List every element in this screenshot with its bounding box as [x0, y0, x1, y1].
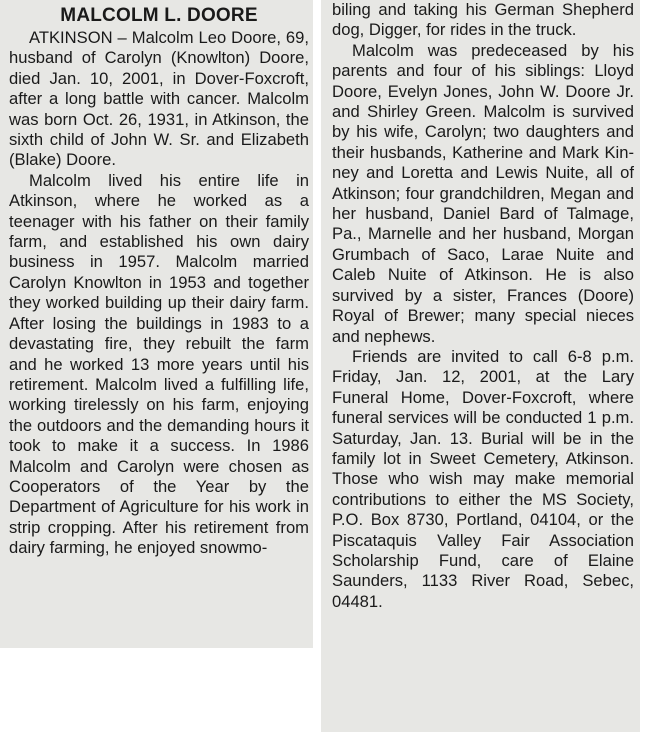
paragraph-survivors: Malcolm was predeceased by his parents and four of his siblings: Lloyd Doore, Evelyn Jones, John W. Doore Jr. and Shirley Green. Malcolm is survived by his wife, Carolyn; two daughters and their husbands, Katherine and Mark Kinney and Loretta and Lewis Nuite, all of Atkinson; four grandchildren, Megan and her husband, Daniel Bard of Talmage, Pa., Marnelle and her husband, Morgan Grumbach of Saco, Larae Nuite and Caleb Nuite of Atkinson. He is also survived by a sister, Frances (Doore) Royal of Brewer; many special nieces and nephews. — [332, 40, 634, 346]
paragraph-life-continued: biling and taking his German Shepherd dog, Digger, for rides in the truck. — [332, 0, 634, 40]
paragraph-services: Friends are invited to call 6-8 p.m. Friday, Jan. 12, 2001, at the Lary Funeral Home, Dover-Foxcroft, where funeral services will be conducted 1 p.m. Saturday, Jan. 13. Burial will be in the family lot in Sweet Cemetery, Atkinson. Those who wish may make memorial contributions to either the MS Society, P.O. Box 8730, Portland, 04104, or the Piscataquis Valley Fair Association Scholarship Fund, care of Elaine Saunders, 1133 River Road, Sebec, 04481. — [332, 346, 634, 611]
obituary-headline: MALCOLM L. DOORE — [60, 5, 258, 26]
column-gutter — [313, 0, 321, 732]
paragraph-life: Malcolm lived his entire life in Atkinson, where he worked as a teenager with his father on their family farm, and established his own dairy business in 1957. Malcolm married Carolyn Knowlton in 1953 and together they worked building up their dairy farm. After losing the buildings in 1983 to a devastating fire, they rebuilt the farm and he worked 13 more years until his retirement. Malcolm lived a fulfilling life, working tirelessly on his farm, enjoying the outdoors and the demanding hours it took to make it a success. In 1986 Malcolm and Carolyn were chosen as Cooperators of the Year by the Department of Agriculture for his work in strip cropping. After his retirement from dairy farming, he enjoyed snowmo- — [9, 170, 309, 558]
right-column — [321, 0, 640, 732]
left-column — [0, 0, 313, 648]
paragraph-announcement: ATKINSON – Malcolm Leo Doore, 69, husband of Carolyn (Knowlton) Doore, died Jan. 10, 2001, in Dover-Foxcroft, after a long battle with cancer. Malcolm was born Oct. 26, 1931, in Atkinson, the sixth child of John W. Sr. and Elizabeth (Blake) Doore. — [9, 28, 309, 170]
